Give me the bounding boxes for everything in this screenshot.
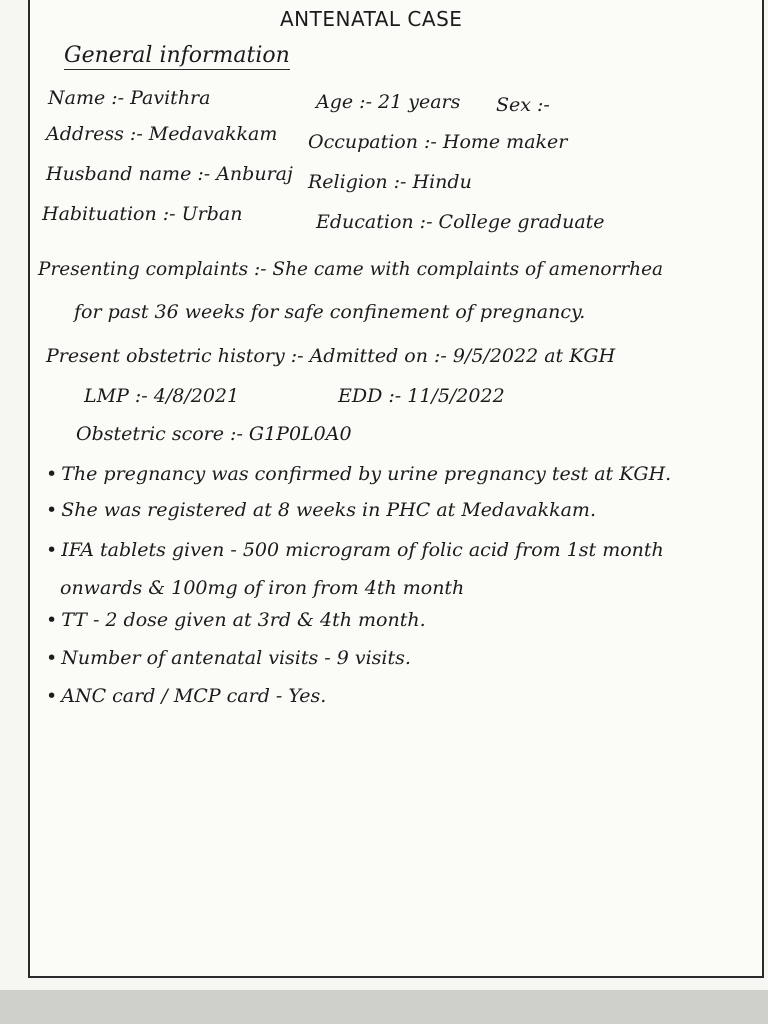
obstetric-history-admitted: Present obstetric history :- Admitted on :- 9/5/2022 at KGH bbox=[46, 345, 616, 367]
note-line: • ANC card / MCP card - Yes. bbox=[46, 686, 326, 707]
patient-address: Address :- Medavakkam bbox=[46, 123, 278, 145]
note-line: • Number of antenatal visits - 9 visits. bbox=[46, 648, 411, 669]
page-bottom-edge bbox=[0, 990, 768, 1024]
patient-age: Age :- 21 years bbox=[316, 91, 461, 113]
presenting-complaints-line1: Presenting complaints :- She came with complaints of amenorrhea bbox=[38, 259, 664, 280]
husband-name: Husband name :- Anburaj bbox=[46, 163, 293, 185]
patient-education: Education :- College graduate bbox=[316, 211, 605, 233]
patient-sex: Sex :- bbox=[496, 94, 550, 116]
note-line: • TT - 2 dose given at 3rd & 4th month. bbox=[46, 610, 426, 631]
note-line: • IFA tablets given - 500 microgram of folic acid from 1st month bbox=[46, 540, 664, 561]
patient-name: Name :- Pavithra bbox=[48, 87, 211, 109]
page-title: ANTENATAL CASE bbox=[280, 7, 463, 31]
note-line: • She was registered at 8 weeks in PHC at Medavakkam. bbox=[46, 500, 596, 521]
obstetric-score: Obstetric score :- G1P0L0A0 bbox=[76, 423, 352, 445]
presenting-complaints-line2: for past 36 weeks for safe confinement of pregnancy. bbox=[74, 301, 586, 323]
general-information-heading: General information bbox=[64, 44, 290, 70]
ruled-sheet bbox=[28, 0, 764, 978]
note-line: • The pregnancy was confirmed by urine pregnancy test at KGH. bbox=[46, 464, 671, 485]
patient-religion: Religion :- Hindu bbox=[308, 171, 472, 193]
edd-date: EDD :- 11/5/2022 bbox=[338, 385, 505, 407]
lmp-date: LMP :- 4/8/2021 bbox=[84, 385, 240, 407]
patient-occupation: Occupation :- Home maker bbox=[308, 131, 568, 153]
note-line: onwards & 100mg of iron from 4th month bbox=[60, 577, 465, 599]
patient-habituation: Habituation :- Urban bbox=[42, 203, 243, 225]
